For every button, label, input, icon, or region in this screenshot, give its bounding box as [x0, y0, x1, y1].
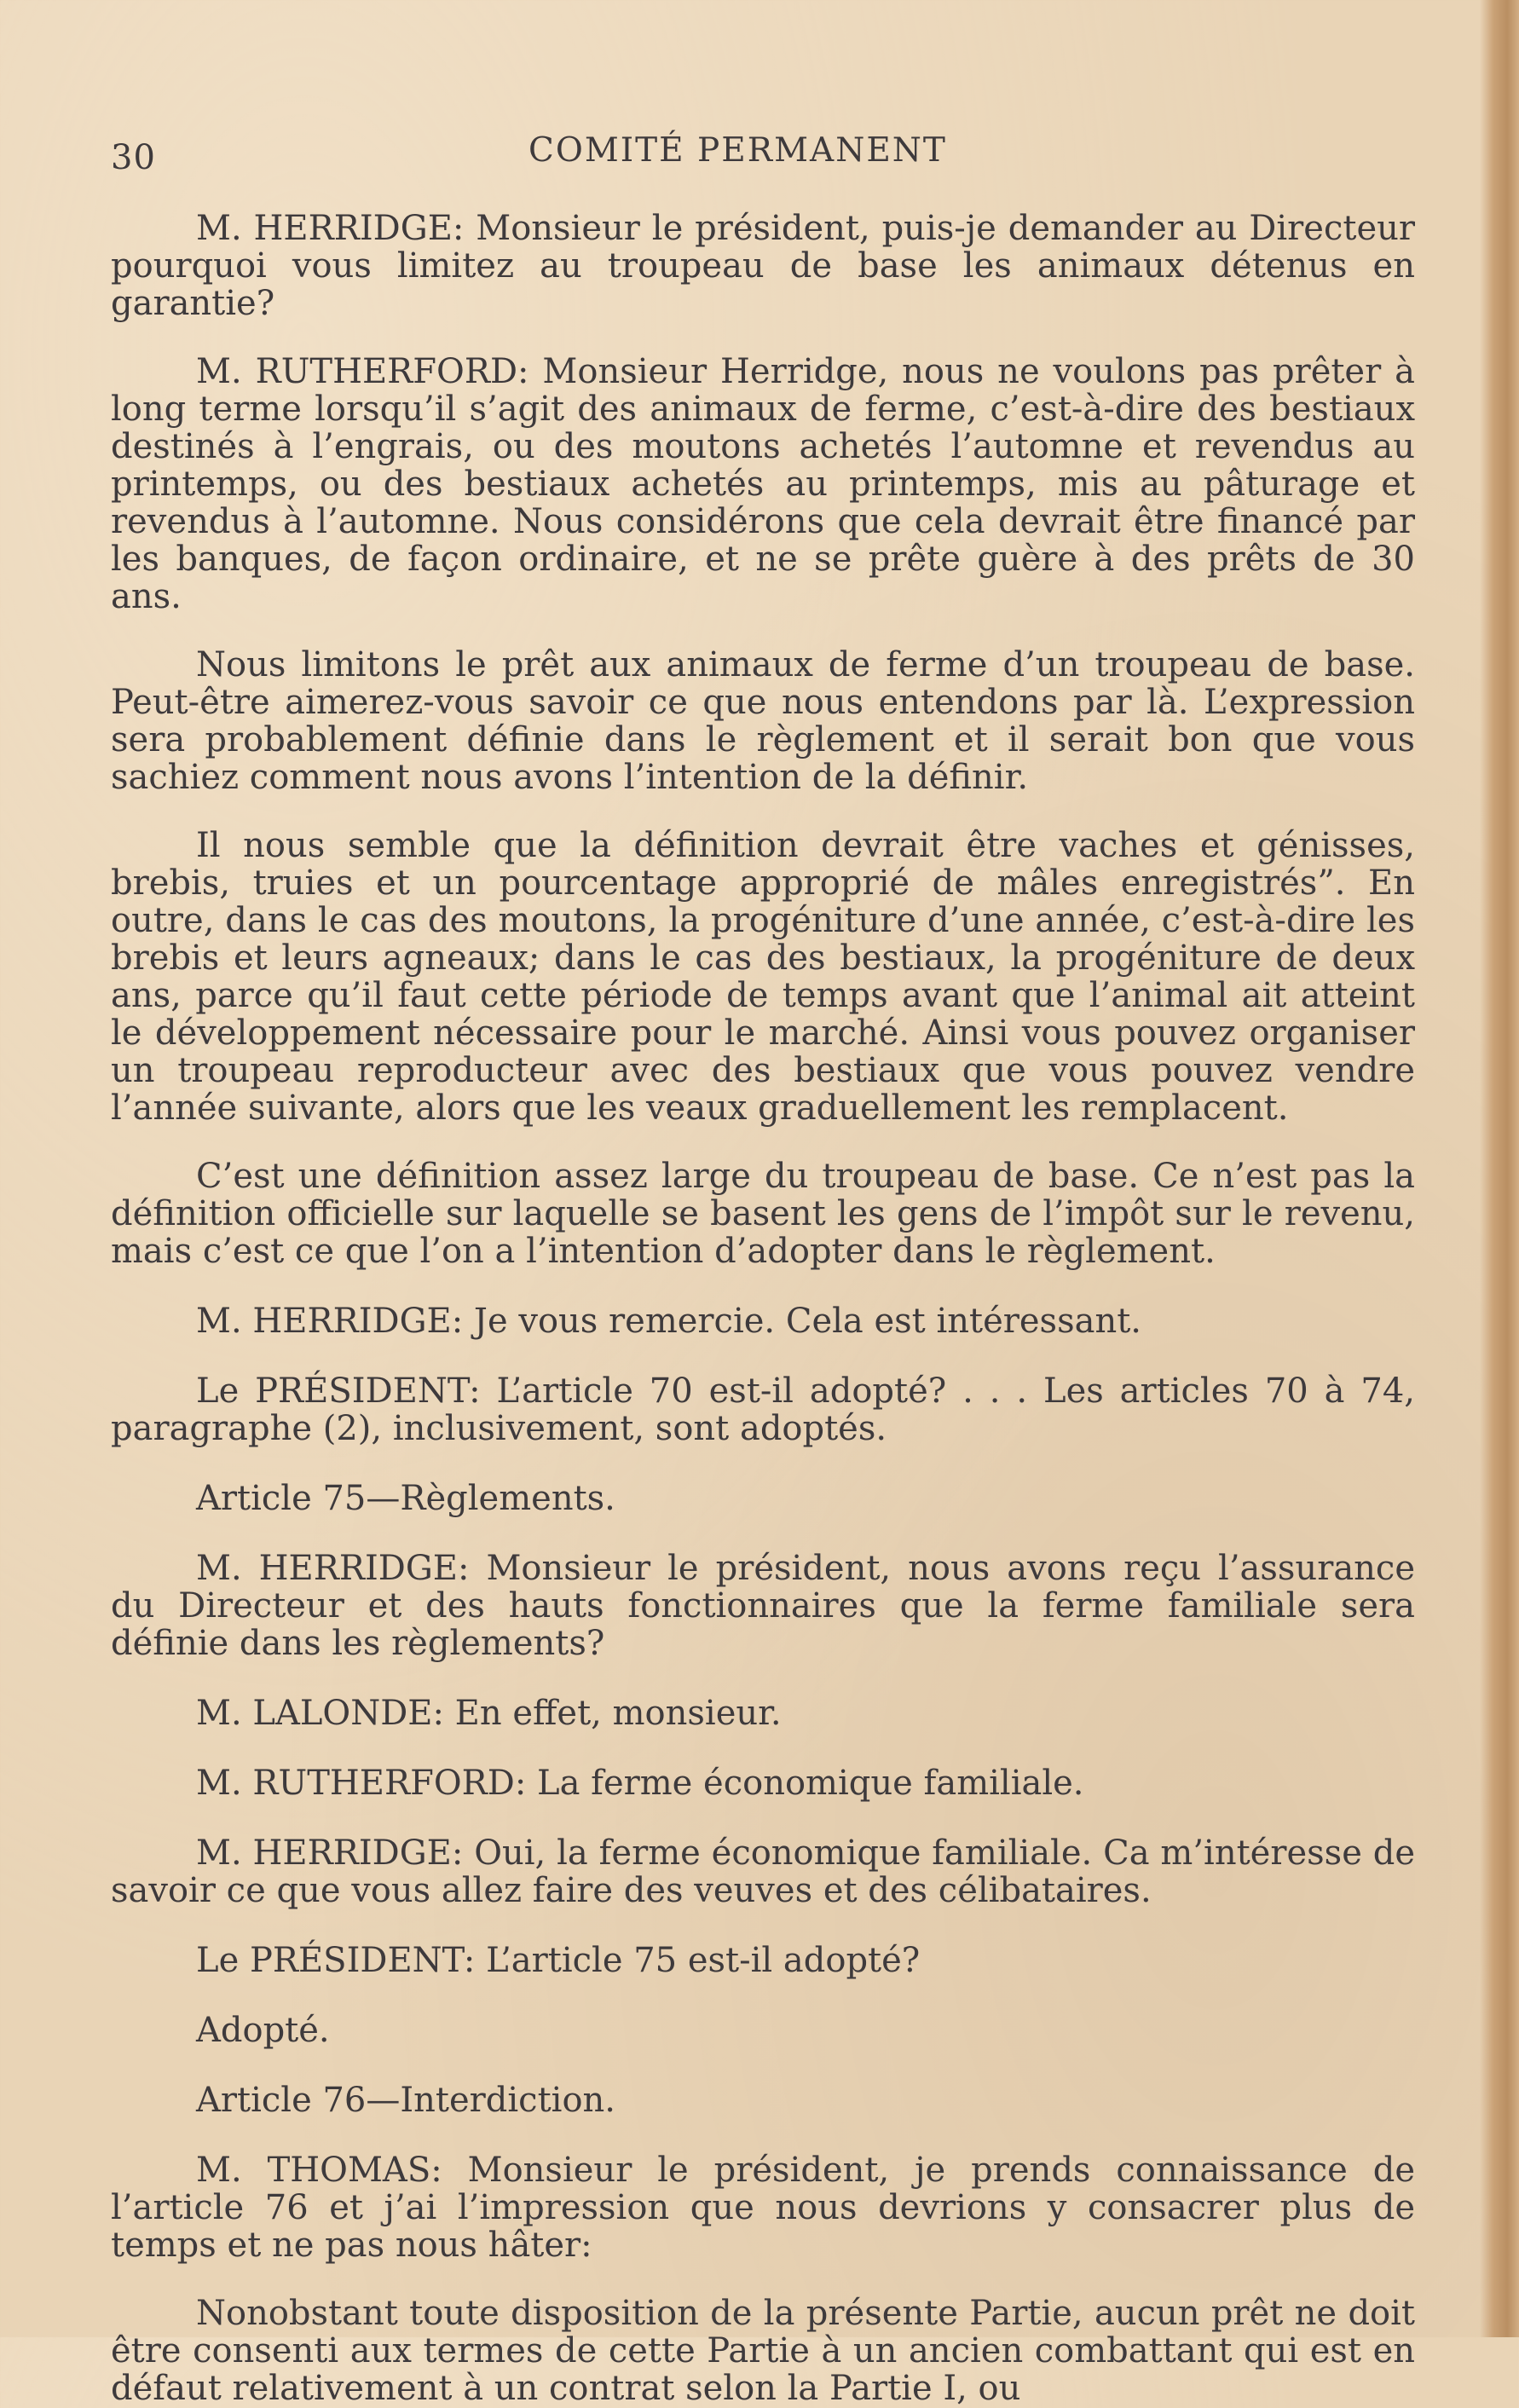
- paragraph-rutherford-answer: M. RUTHERFORD: Monsieur Herridge, nous ne voulons pas prêter à long terme lorsqu’il s’agit des animaux de ferme, c’est-à-dire des bestiaux destinés à l’engrais, ou des moutons achetés l’automne et revendus au printemps, ou des bestiaux achetés au printemps, mis au pâturage et revendus à l’automne. Nous considérons que cela devrait être financé par les banques, de façon ordinaire, et ne se prête guère à des prêts de 30 ans.: [111, 352, 1415, 616]
- paragraph-herridge-ferme-familiale: M. HERRIDGE: Monsieur le président, nous avons reçu l’assurance du Directeur et des hauts fonctionnaires que la ferme familiale sera définie dans les règlements?: [111, 1549, 1415, 1663]
- paragraph-herridge-merci: M. HERRIDGE: Je vous remercie. Cela est intéressant.: [196, 1302, 1142, 1341]
- paragraph-definition-large: C’est une définition assez large du troupeau de base. Ce n’est pas la définition officielle sur laquelle se basent les gens de l’impôt sur le revenu, mais c’est ce que l’on a l’intention d’adopter dans le règlement.: [111, 1157, 1415, 1271]
- running-head: COMITÉ PERMANENT: [528, 131, 947, 170]
- paragraph-article-75: Article 75—Règlements.: [196, 1479, 615, 1518]
- paragraph-herridge-veuves: M. HERRIDGE: Oui, la ferme économique familiale. Ca m’intéresse de savoir ce que vous allez faire des veuves et des célibataires.: [111, 1833, 1415, 1910]
- page-header: [111, 128, 1415, 188]
- quoted-article-text: Nonobstant toute disposition de la présente Partie, aucun prêt ne doit être consenti aux termes de cette Partie à un ancien combattant qui est en défaut relativement à un contrat selon la Partie I, ou: [111, 2294, 1415, 2408]
- paragraph-rutherford-ferme: M. RUTHERFORD: La ferme économique familiale.: [196, 1764, 1084, 1803]
- paragraph-troupeau-de-base: Nous limitons le prêt aux animaux de ferme d’un troupeau de base. Peut-être aimerez-vous savoir ce que nous entendons par là. L’expression sera probablement définie dans le règlement et il serait bon que vous sachiez comment nous avons l’intention de la définir.: [111, 645, 1415, 797]
- page-number: 30: [111, 138, 156, 177]
- paragraph-president-article-70: Le PRÉSIDENT: L’article 70 est-il adopté? . . . Les articles 70 à 74, paragraphe (2), inclusivement, sont adoptés.: [111, 1371, 1415, 1448]
- paragraph-definition: Il nous semble que la définition devrait être vaches et génisses, brebis, truies et un pourcentage approprié de mâles enregistrés”. En outre, dans le cas des moutons, la progéniture d’une année, c’est-à-dire les brebis et leurs agneaux; dans le cas des bestiaux, la progéniture de deux ans, parce qu’il faut cette période de temps avant que l’animal ait atteint le développement nécessaire pour le marché. Ainsi vous pouvez organiser un troupeau reproducteur avec des bestiaux que vous pouvez vendre l’année suivante, alors que les veaux graduellement les remplacent.: [111, 826, 1415, 1128]
- paragraph-thomas: M. THOMAS: Monsieur le président, je prends connaissance de l’article 76 et j’ai l’impression que nous devrions y consacrer plus de temps et ne pas nous hâter:: [111, 2151, 1415, 2265]
- paragraph-lalonde: M. LALONDE: En effet, monsieur.: [196, 1694, 782, 1733]
- document-page: [111, 128, 1415, 2407]
- paragraph-adopte: Adopté.: [196, 2011, 330, 2050]
- page-edge-shadow: [1480, 0, 1519, 2337]
- paragraph-article-76: Article 76—Interdiction.: [196, 2081, 616, 2120]
- paragraph-president-article-75: Le PRÉSIDENT: L’article 75 est-il adopté?: [196, 1941, 921, 1980]
- paragraph-herridge-question: M. HERRIDGE: Monsieur le président, puis-je demander au Directeur pourquoi vous limitez au troupeau de base les animaux détenus en garantie?: [111, 209, 1415, 323]
